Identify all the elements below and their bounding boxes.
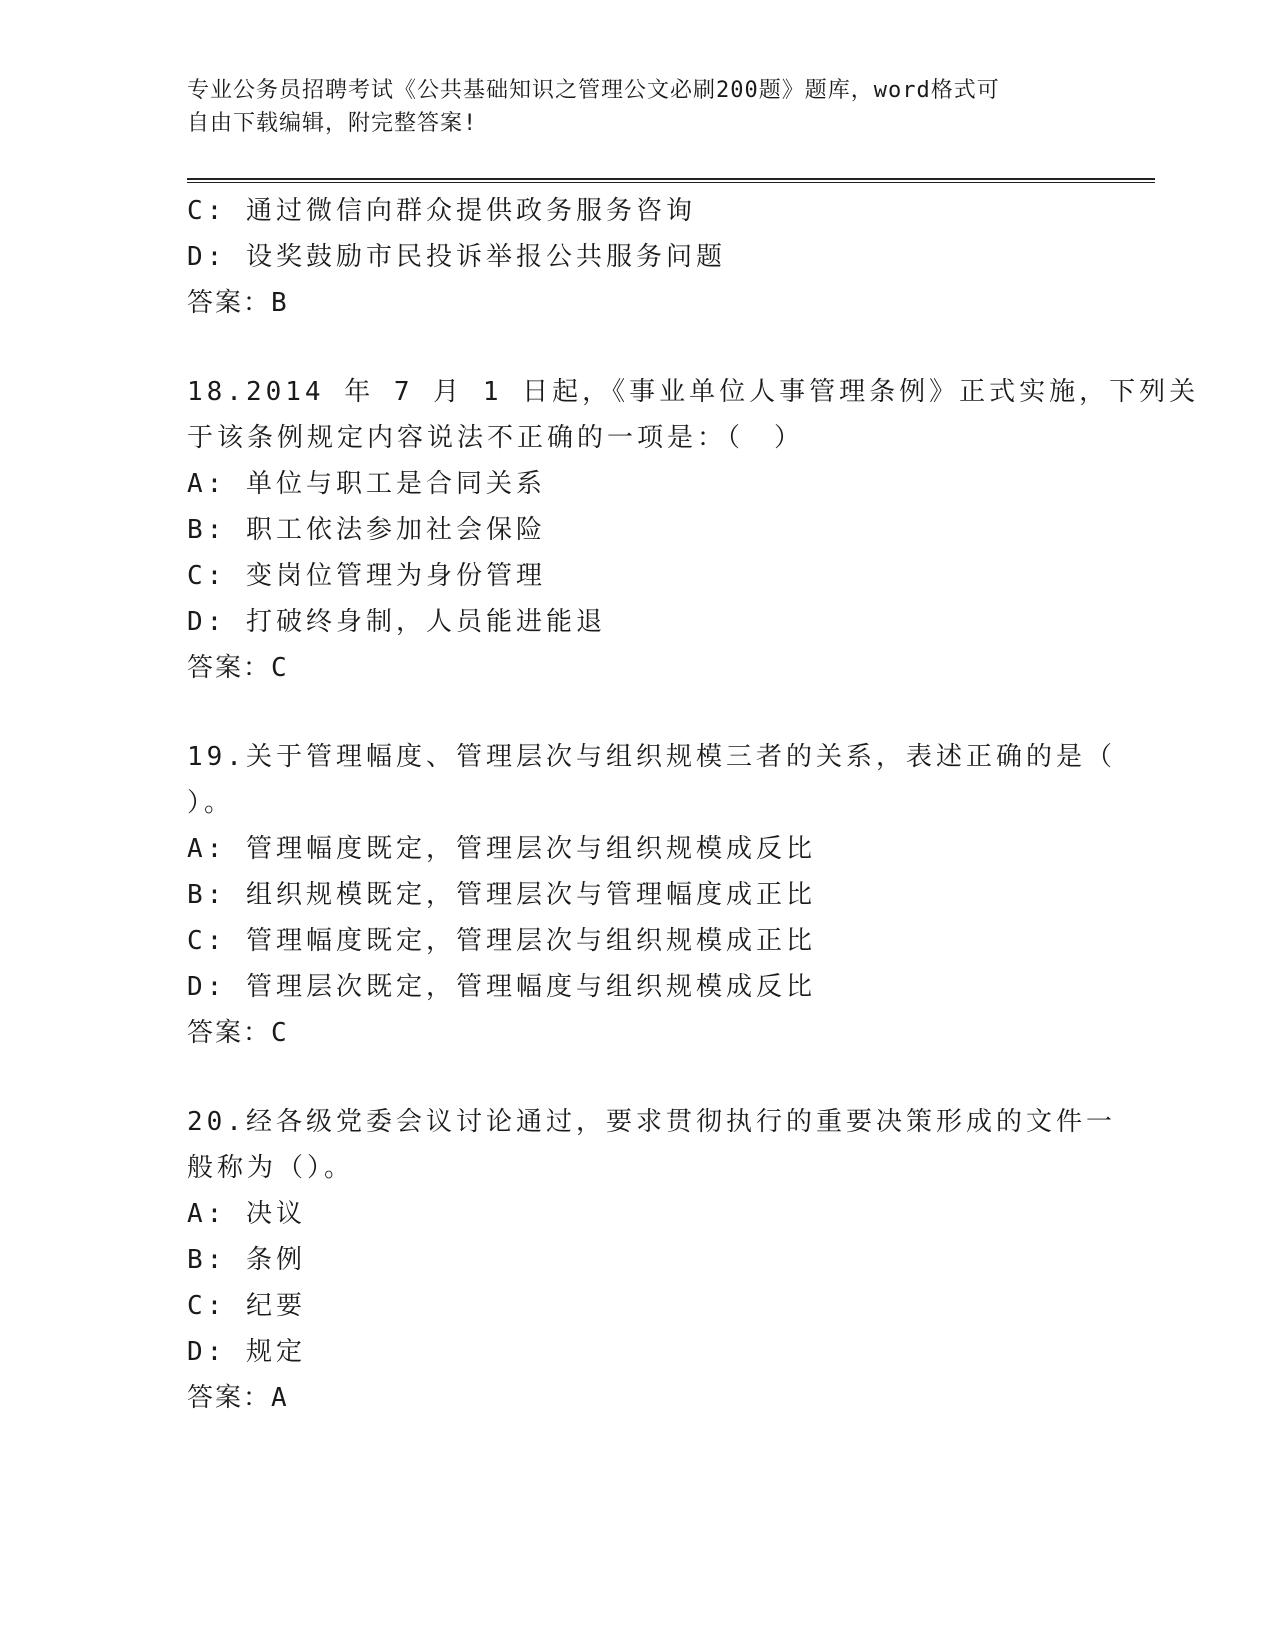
option-c: C: 纪要 <box>187 1291 306 1321</box>
answer-line: 答案：A <box>187 1383 289 1413</box>
option-a: A: 单位与职工是合同关系 <box>187 469 546 499</box>
option-b: B: 职工依法参加社会保险 <box>187 515 546 545</box>
spacer <box>187 326 1087 369</box>
answer-line: 答案：C <box>187 1018 289 1048</box>
option-a: A: 决议 <box>187 1199 306 1229</box>
question-stem-line: 19.关于管理幅度、管理层次与组织规模三者的关系，表述正确的是（ <box>187 742 1116 772</box>
page-header <box>187 74 1067 140</box>
option-d: D: 规定 <box>187 1337 306 1367</box>
option-d: D: 管理层次既定，管理幅度与组织规模成反比 <box>187 972 816 1002</box>
option-c: C: 管理幅度既定，管理层次与组织规模成正比 <box>187 926 816 956</box>
answer-line: 答案：B <box>187 288 289 318</box>
question-20 <box>187 1099 1116 1421</box>
question-stem-line: 般称为（）。 <box>187 1153 355 1183</box>
option-c: C: 变岗位管理为身份管理 <box>187 561 546 591</box>
question-stem-line: 20.经各级党委会议讨论通过，要求贯彻执行的重要决策形成的文件一 <box>187 1107 1116 1137</box>
question-stem-line: ）。 <box>187 788 235 818</box>
header-title-line-1: 专业公务员招聘考试《公共基础知识之管理公文必刷200题》题库，word格式可 <box>187 78 1000 103</box>
option-d: D: 打破终身制，人员能进能退 <box>187 607 606 637</box>
spacer <box>187 1056 1087 1099</box>
option-b: B: 条例 <box>187 1245 306 1275</box>
option-b: B: 组织规模既定，管理层次与管理幅度成正比 <box>187 880 816 910</box>
option-a: A: 管理幅度既定，管理层次与组织规模成反比 <box>187 834 816 864</box>
prev-question-block <box>187 188 1087 326</box>
question-19 <box>187 734 1116 1056</box>
header-title-line-2: 自由下载编辑，附完整答案! <box>187 111 478 136</box>
question-18 <box>187 369 1200 691</box>
question-body <box>187 188 1200 1421</box>
answer-line: 答案：C <box>187 653 289 683</box>
question-stem-line: 于该条例规定内容说法不正确的一项是：（ ） <box>187 423 805 453</box>
question-stem-line: 18.2014 年 7 月 1 日起，《事业单位人事管理条例》正式实施，下列关 <box>187 377 1200 407</box>
option-c: C: 通过微信向群众提供政务服务咨询 <box>187 196 696 226</box>
option-d: D: 设奖鼓励市民投诉举报公共服务问题 <box>187 242 726 272</box>
spacer <box>187 691 1087 734</box>
header-divider <box>187 178 1155 183</box>
